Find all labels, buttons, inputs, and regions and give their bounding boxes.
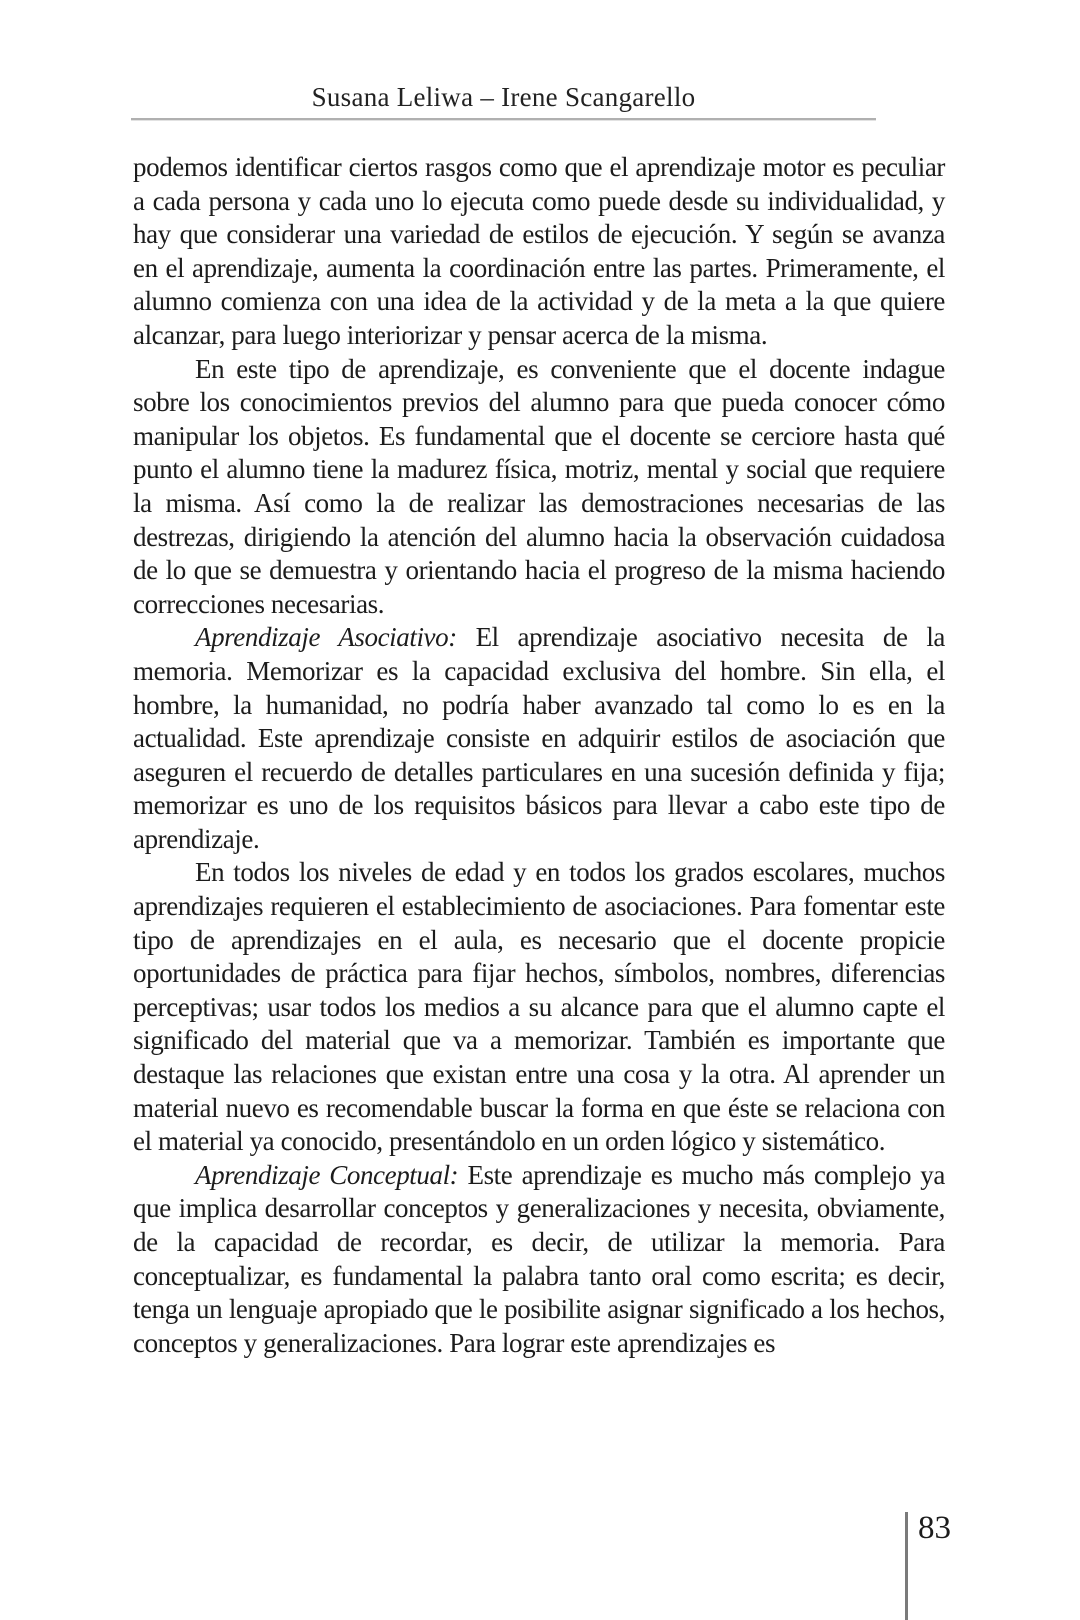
paragraph-text: El aprendizaje asociativo necesita de la memoria. Memorizar es la capacidad exclusiva del hombre. Sin ella, el hombre, la humanidad, no podría haber avanzado tal como lo es en la actualidad. Este aprendizaje consiste en adquirir estilos de asociación que aseguren el recuerdo de detalles particulares en una sucesión definida y fija; memorizar es uno de los requisitos básicos para llevar a cabo este tipo de aprendizaje.: [133, 622, 945, 854]
paragraph-text: Este aprendizaje es mucho más complejo ya que implica desarrollar conceptos y generalizaciones y necesita, obviamente, de la capacidad de recordar, es decir, de utilizar la memoria. Para conceptualizar, es fundamental la palabra tanto oral como escrita; es decir, tenga un lenguaje apropiado que le posibilite asignar significado a los hechos, conceptos y generalizaciones. Para lograr este aprendizajes es: [133, 1159, 945, 1358]
header-authors: Susana Leliwa – Irene Scangarello: [311, 82, 696, 112]
paragraph-aprendizaje-asociativo: [133, 621, 945, 856]
running-header: [131, 82, 876, 120]
term-aprendizaje-asociativo: Aprendizaje Asociativo:: [195, 622, 457, 653]
term-aprendizaje-conceptual: Aprendizaje Conceptual:: [195, 1159, 459, 1190]
paragraph-motor-learning: [133, 151, 945, 353]
paragraph-text: En todos los niveles de edad y en todos los grados escolares, muchos aprendizajes requieren el establecimiento de asociaciones. Para fomentar este tipo de aprendizajes en el aula, es necesario que el docente propicie oportunidades de práctica para fijar hechos, símbolos, nombres, diferencias perceptivas; usar todos los medios a su alcance para que el alumno capte el significado del material que va a memorizar. También es importante que destaque las relaciones que existan entre una cosa y la otra. Al aprender un material nuevo es recomendable buscar la forma en que éste se relaciona con el material ya conocido, presentándolo en un orden lógico y sistemático.: [133, 857, 945, 1157]
page-number: 83: [918, 1510, 951, 1546]
page-body: [133, 151, 945, 1360]
paragraph-text: podemos identificar ciertos rasgos como que el aprendizaje motor es peculiar a cada persona y cada uno lo ejecuta como puede desde su individualidad, y hay que considerar una variedad de estilos de ejecución. Y según se avanza en el aprendizaje, aumenta la coordinación entre las partes. Primeramente, el alumno comienza con una idea de la actividad y de la meta a la que quiere alcanzar, para luego interiorizar y pensar acerca de la misma.: [133, 152, 945, 350]
paragraph-text: En este tipo de aprendizaje, es conveniente que el docente indague sobre los conocimientos previos del alumno para que pueda conocer cómo manipular los objetos. Es fundamental que el docente se cerciore hasta qué punto el alumno tiene la madurez física, motriz, mental y social que requiere la misma. Así como la de realizar las demostraciones necesarias de las destrezas, dirigiendo la atención del alumno hacia la observación cuidadosa de lo que se demuestra y orientando hacia el progreso de la misma haciendo correcciones necesarias.: [133, 353, 945, 619]
paragraph-aprendizaje-conceptual: [133, 1159, 945, 1361]
page-number-block: [905, 1512, 951, 1620]
paragraph-docente-indague: [133, 353, 945, 622]
paragraph-niveles-edad: [133, 856, 945, 1158]
header-rule: [131, 118, 876, 120]
